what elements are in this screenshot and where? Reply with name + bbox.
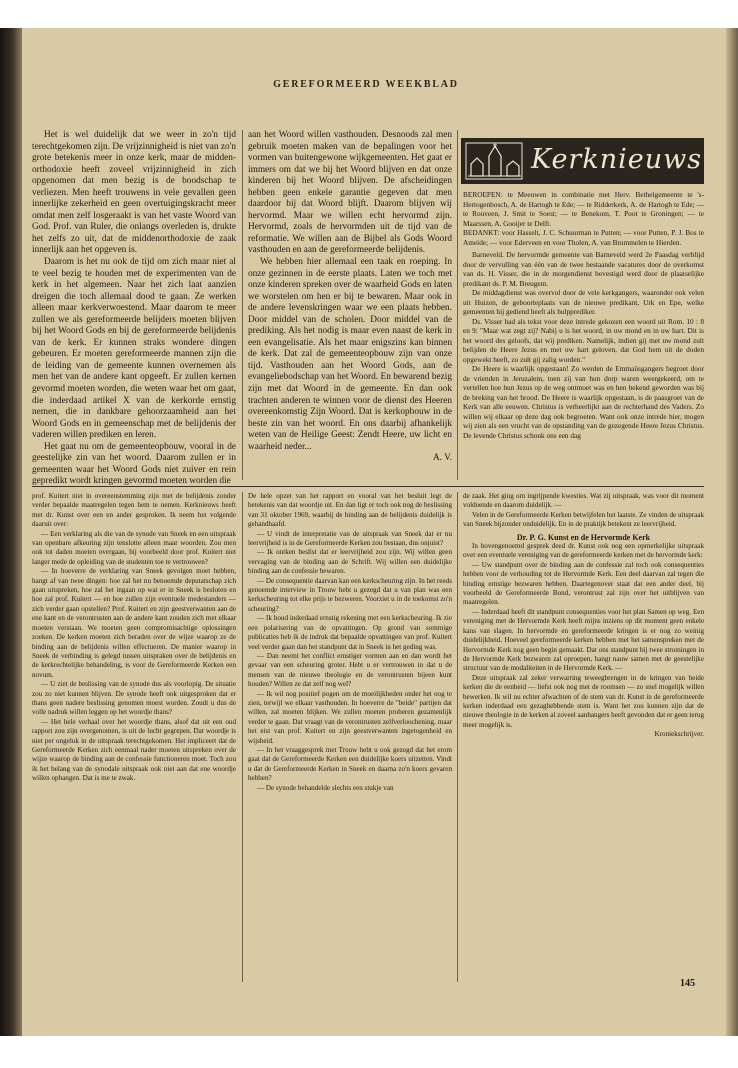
paragraph: De hele opzet van het rapport en vooral van het besluit legt de betekenis van dat woordje uit. En dan ligt er toch ook nog de beslissing van 31 oktober 1969, waarbij de binding aan de belijdenis duidelijk is gehandhaafd. [248,492,452,529]
paragraph: Daarom is het nu ook de tijd om zich maar niet al te veel bezig te houden met de experimenten van de kerk in het algemeen. Naar het zich laat aanzien dreigen die toch allemaal dood te gaan. Ze werken alleen maar kerkverwoestend. Maar daarom te meer zullen we als gereformeerde belijders moeten blijven bij het Woord Gods en bij de gereformeerde belijdenis van de kerk. Er kunnen straks wondere dingen gebeuren. Er moeten gereformeerde mannen zijn die de leiding van de gemeente kunnen overnemen als men het van de andere kant opgeeft. Er zullen kernen gevormd moeten worden, die weten waar het om gaat, die inderdaad artikel X van de kerkorde ernstig nemen, die in dankbare gehoorzaamheid aan het Woord Gods en in gemeenschap met de belijdenis der vaderen willen prediken en leren. [32,257,236,441]
paragraph: — Ik ontken beslist dat er leervrijheid zou zijn. Wij willen geen vervaging van de binding aan de Schrift. Wij willen een duidelijke binding aan de confessie bewaren. [248,548,452,576]
bottom-column-2 [248,492,452,793]
bottom-margin [0,1036,738,1068]
page-edge [726,28,738,1036]
paragraph: Het is wel duidelijk dat we weer in zo'n tijd terechtgekomen zijn. De vrijzinnigheid is niet van zo'n grote betekenis meer in onze kerk, maar de midden-orthodoxie heeft zoveel vrijzinnigheid in zich opgenomen dat men bezig is de boodschap te verliezen. Men heeft trouwens in vele gevallen geen innerlijke zekerheid en geen overtuigingskracht meer omdat men zelf losgeraakt is van het vaste Woord van God. Prof. van Ruler, die onlangs overleden is, drukte het zelfs zo uit, dat de middenorthodoxie de zaak innerlijk aan het opgeven is. [32,130,236,256]
bottom-column-1 [32,492,236,784]
paragraph: — De consequentie daarvan kan een kerkscheuring zijn. In het reeds genoemde interview in Trouw hebt u gezegd dat u van plan was een kerkscheuring tot elke prijs te bezweren. Voorziet u in de toekomst zo'n scheuring? [248,576,452,613]
paragraph: Velen in de Gereformeerde Kerken betwijfelen het laatste. Ze vinden de uitspraak van Sneek bijzonder onduidelijk. En in de praktijk betekent ze leervrijheid. [463,510,704,529]
column-divider [457,130,458,480]
news-item: De Heere is waarlijk opgestaan! Zo werden de Emmaüsgangers begroet door de vrienden in Jeruzalem, toen zij van hun dorp waren weergekeerd, om te vertellen hoe hun Jezus op de weg ontmoet was en hen bekend geworden was bij de breking van het brood. De Heere is waarlijk opgestaan, is de paasgroet van de Kerk van alle eeuwen. Christus is verheerlijkt aan de rechterhand des Vaders. Zo willen wij elkaar op deze dag ook begroeten. Want ook onze intrede hier, mogen wij zien als een vrucht van de opstanding van de gezegende Heere Jezus Christus. De levende Christus schonk ons een dag [463,364,704,440]
paragraph: Deze uitspraak zal zeker verwarring teweegbrengen in de kringen van beide kerken die de eenheid — liefst ook nog met de roomsen — zo snel mogelijk willen bewerken. Ik wil nu echter afwachten of de stem van dr. Kunst in de gereformeerde kerken inderdaad een gezaghebbende stem is. Want het zou kunnen zijn dat de nieuwe theologie in de kerken al zoveel aanhangers heeft gevonden dat er geen terug meer mogelijk is. [463,673,704,729]
paragraph: — U ziet de beslissing van de synode dus als voorlopig. De situatie zou zo niet kunnen blijven. De synode heeft ook uitgesproken dat er thans geen nadere beslissing genomen moest worden. Zoudt u dus de volle nadruk willen leggen op het woordje thans? [32,680,236,717]
author-signature [248,453,452,465]
news-item: BEDANKT: voor Hasselt, J. C. Schuurman te Putten; — voor Putten, P. J. Bos te Ameide; — voor Ederveen en voor Tholen, A. van Brummelen te Hierden. [463,228,704,247]
column-divider [242,492,243,982]
paragraph: aan het Woord willen vasthouden. Desnoods zal men gebruik moeten maken van de bepalingen voor het vormen van buitengewone wijkgemeenten. Het gaat er immers om dat we bij het Woord blijven en dat onze kinderen bij het Woord blijven. De afscheidingen hebben geen enkele garantie gegeven dat men daardoor bij dat Woord blijft. Daarom blijven wij hervormd. Maar we willen echt hervormd zijn. Hervormd, zoals de hervormden uit de tijd van de reformatie. We willen aan de Bijbel als Gods Woord vasthouden en aan de gereformeerde belijdenis. [248,130,452,256]
news-item: BEROEPEN: te Meeuwen in combinatie met Herv. Bethelgemeente te 's-Hertogenbosch, A. de Hartogh te Ede; — te Ridderkerk, A. de Hartogh te Ede; — te Rouveen, J. Smit te Soest; — te Benekom, T. Poot te Groningen; — te Maarssen, A. Gooijer te Delft. [463,190,704,228]
paragraph: — De synode behandelde slechts een stukje van [257,783,394,792]
kerknieuws-banner [461,138,704,184]
news-item: Ds. Visser had als tekst voor deze intrede gekozen een woord uit Rom. 10 : 8 en 9: "Maar wat zegt zij? Nabij u is het woord, in uw mond en in uw hart. Dit is het woord des geloofs, dat wij prediken. Namelijk, indien gij met uw mond zult belijden de Heere Jezus en met uw hart geloven, dat God hem uit de doden opgewekt heeft, zo zult gij zalig worden." [463,316,704,364]
paragraph: — Inderdaad heeft dit standpunt consequenties voor het plan Samen op weg. Een vereniging met de Hervormde Kerk heeft mijns inziens op dit moment geen enkele kans van slagen. In hervormde en gereformeerde kringen is er nog zo weinig duidelijkheid. Hoeveel gereformeerde kerken hebben met het samenspreken met de Hervormde Kerk nog geen begin gemaakt. Dat ons standpunt bij twee stromingen in de Hervormde Kerk bezwaren zal oproepen, hangt nauw samen met de geestelijke structuur van de modaliteiten in de Hervormde Kerk. — [463,607,704,673]
paragraph: We hebben hier allemaal een taak en roeping. In onze gezinnen in de eerste plaats. Laten we toch met onze kinderen spreken over de waarheid Gods en laten we worstelen om hen er bij te bewaren. Maar ook in de andere levenskringen waar we een plaats hebben. Door middel van de scholen. Door middel van de prediking. Als het nodig is maar even naast de kerk in een evangelisatie. Als het maar enigszins kan binnen de kerk. Dat zal de gemeenteopbouw zijn van onze tijd. Vasthouden aan het Woord Gods, aan de evangeliebodschap van het Woord. En bewarend bezig zijn met dat Woord in de gemeente. En dan ook trachten anderen te winnen voor de dienst des Heeren overeenkomstig Zijn Woord. Dat is kerkopbouw in de beste zin van het woord. En ons daarbij afhankelijk weten van de Heilige Geest: Zendt Heere, uw licht en waarheid neder... [248,257,452,452]
page-number: 145 [680,978,695,989]
top-margin [0,0,738,28]
bottom-column-3 [463,492,704,740]
signature-text: Kroniekschrijver. [654,730,704,739]
column-divider [457,492,458,982]
book-gutter-shadow [0,28,22,1036]
article-column-2 [248,130,452,465]
running-header: GEREFORMEERD WEEKBLAD [273,79,459,90]
kerknieuws-column [463,190,704,440]
paragraph: — Dan neemt het conflict ernstiger vormen aan en dan wordt het gevaar van een scheuring groter. Hebt u er vertrouwen in dat u de mensen van de nieuwe theologie en de verontrusten bijeen kunt houden? Willen ze dat zelf nog wel? [248,651,452,689]
article-column-1 [32,130,236,488]
paragraph: Het gaat nu om de gemeenteopbouw, vooral in de geestelijke zin van het woord. Daarom zullen er in gemeenten waar het Woord Gods niet zuiver en rein gepredikt wordt kringen gevormd moeten worden die [32,441,236,487]
section-divider [32,486,704,487]
paragraph: — Een verklaring als die van de synode van Sneek en een uitspraak van openbare afkeuring zijn tenslotte alleen maar woorden. Zou men ook tot daden moeten overgaan, bij voorbeeld door prof. Kuitert niet langer mede de opleiding van de studenten toe te vertrouwen? [32,529,236,566]
banner-title: Kerknieuws [531,144,703,175]
paragraph: — In hoeverre de verklaring van Sneek gevolgen moet hebben, hangt af van twee dingen: hoe zal het nu benoemde deputatschap zich gaan uitspreken, hoe zal het ingaan op wat er in Sneek is besloten en hoe zal prof. Kuitert — en hoe zullen zijn eventuele medestanders — zich verder gaan opstellen? Prof. Kuitert en zijn geestverwanten aan de ene kant en de verontrusten aan de andere kant zouden zich met elkaar moeten verstaan. We moeten geen compromisachtige oplossingen zoeken. De kerken moeten zich beraden over de wijze waarop ze de binding aan de belijdenis willen effectueren. De manier waarop in Sneek de verbinding is gelegd tussen uitspraken over de belijdenis en de kerkrechtelijke behandeling, is voor de Gereformeerde Kerken een novum. [32,567,236,679]
paragraph: In bovengenoemd gesprek deed dr. Kunst ook nog een opmerkelijke uitspraak over een eventuele vereniging van de gereformeerde kerken met de hervormde kerk: [463,542,704,560]
paragraph: — Ik wil nog positief pogen om de moeilijkheden onder het oog te zien, terwijl we elkaar vasthouden. In hoeverre de "beide" partijen dat willen, zal moeten blijken. We zullen moeten proberen gezamenlijk verder te gaan. Dat vraagt van de verontrusten zelfverloochening, maar het eist van prof. Kuitert en zijn geestverwanten ingetogenheid en wijsheid. [248,689,452,745]
paragraph: — U vindt de interpretatie van de uitspraak van Sneek dat er nu leervrijheid is in de Gereformeerde Kerken zou bestaan, dus onjuist? [248,529,452,548]
author-signature [463,730,704,739]
paragraph: — In het vraaggesprek met Trouw hebt u ook gezegd dat het erom gaat dat de Gereformeerde Kerken een duidelijke koers uitzetten. Vindt u dat de Gereformeerde Kerken in Sneek en daarna zo'n koers gevaren hebben? [248,745,452,783]
church-village-icon [465,142,523,180]
section-subheading: Dr. P. G. Kunst en de Hervormde Kerk [516,532,651,542]
paragraph: prof. Kuitert niet in overeenstemming zijn met de belijdenis zonder verder bepaalde maatregelen tegen hem te nemen. Kerknieuws heeft met dr. Kunst over een en ander gesproken. Ik neem het volgende daaruit over: [32,492,236,529]
news-item: De middagdienst was overvol door de vele kerkgangers, waaronder ook velen uit Huizen, de geboorteplaats van de nieuwe predikant, Urk en Epe, welke gemeenten hij gediend heeft als hulpprediker. [463,288,704,316]
paragraph: — Uw standpunt over de binding aan de confessie zal toch ook consequenties hebben voor de verhouding tot de Hervormde Kerk. Een deel daarvan zal tegen die binding ernstige bezwaren hebben. Daartegenover staat dat een ander deel, bij voorbeeld de Gereformeerde Bond, verontrust zal zijn over het uitblijven van maatregelen. [463,560,704,607]
signature-text: A. V. [432,453,452,464]
paragraph: — Het hele verhaal over het woordje thans, alsof dat uit een oud rapport zou zijn overgenomen, is uit de lucht gegrepen. Dat woordje is niet per ongeluk in de uitspraak terechtgekomen. Het impliceert dat de Gereformeerde Kerken zich eenmaal nader moeten uitspreken over de wijze waarop de binding aan de confessie functioneren moet. Toch zou ik het belang van de synodale uitspraak ook niet aan dat ene woordje willen ophangen. Dat is me te zwak. [32,717,236,783]
paragraph: de zaak. Het ging om ingrijpende kwesties. Wat zij uitspraak, was voor dit moment voldoende en daarom duidelijk. — [463,492,704,510]
news-item: Barneveld. De hervormde gemeente van Barneveld werd 2e Paasdag verblijd door de vervulling van één van de twee bestaande vacatures door de overkomst van ds. H. Visser, die in de morgendienst bevestigd werd door de plaatselijke predikant ds. P. M. Breugem. [463,250,704,288]
paragraph: — Ik houd inderdaad ernstig rekening met een kerkscheuring. Ik zie een polarisering van de opvattingen. Op grond van sommige publicaties heb ik de indruk dat bepaalde opvattingen van prof. Kuitert veel verder gaan dan het standpunt dat in Sneek in het geding was. [248,614,452,651]
column-divider [242,130,243,480]
